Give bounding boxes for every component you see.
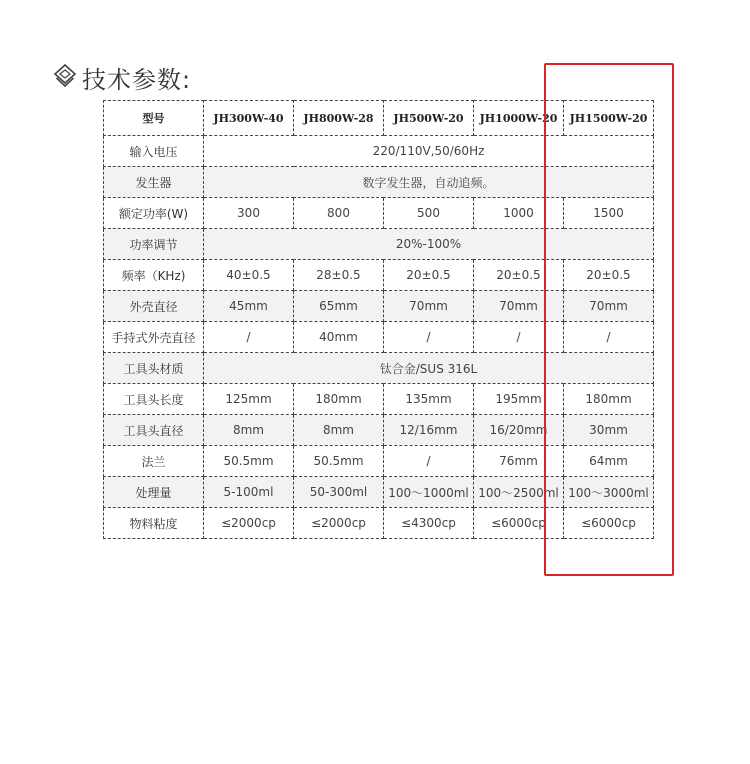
value-cell: 12/16mm	[384, 415, 474, 446]
value-cell: 64mm	[564, 446, 654, 477]
row-label: 外壳直径	[104, 291, 204, 322]
value-cell: 195mm	[474, 384, 564, 415]
value-cell: /	[474, 322, 564, 353]
row-label: 工具头材质	[104, 353, 204, 384]
value-cell: 180mm	[294, 384, 384, 415]
value-cell: 20±0.5	[474, 260, 564, 291]
model-header: JH300W-40	[204, 101, 294, 136]
value-cell: 40mm	[294, 322, 384, 353]
value-cell: /	[564, 322, 654, 353]
value-cell: 76mm	[474, 446, 564, 477]
row-label: 处理量	[104, 477, 204, 508]
value-cell: 500	[384, 198, 474, 229]
value-cell: 45mm	[204, 291, 294, 322]
row-label: 工具头长度	[104, 384, 204, 415]
merged-cell: 20%-100%	[204, 229, 654, 260]
row-label: 输入电压	[104, 136, 204, 167]
value-cell: 100～3000ml	[564, 477, 654, 508]
model-header: JH800W-28	[294, 101, 384, 136]
model-header: JH500W-20	[384, 101, 474, 136]
stacked-diamond-icon	[52, 62, 78, 92]
model-header: JH1000W-20	[474, 101, 564, 136]
value-cell: ≤2000cp	[294, 508, 384, 539]
row-label: 额定功率(W)	[104, 198, 204, 229]
value-cell: 40±0.5	[204, 260, 294, 291]
value-cell: 125mm	[204, 384, 294, 415]
section-title: 技术参数:	[82, 65, 192, 94]
value-cell: 50.5mm	[294, 446, 384, 477]
merged-cell: 数字发生器，自动追频。	[204, 167, 654, 198]
value-cell: 5-100ml	[204, 477, 294, 508]
value-cell: 70mm	[474, 291, 564, 322]
value-cell: 50-300ml	[294, 477, 384, 508]
row-label: 频率（KHz)	[104, 260, 204, 291]
value-cell: 30mm	[564, 415, 654, 446]
merged-cell: 220/110V,50/60Hz	[204, 136, 654, 167]
row-label: 手持式外壳直径	[104, 322, 204, 353]
value-cell: ≤6000cp	[564, 508, 654, 539]
row-label: 工具头直径	[104, 415, 204, 446]
value-cell: 50.5mm	[204, 446, 294, 477]
value-cell: ≤2000cp	[204, 508, 294, 539]
value-cell: /	[384, 322, 474, 353]
row-label: 法兰	[104, 446, 204, 477]
value-cell: 100～2500ml	[474, 477, 564, 508]
value-cell: 1500	[564, 198, 654, 229]
value-cell: 1000	[474, 198, 564, 229]
value-cell: ≤6000cp	[474, 508, 564, 539]
section-heading	[52, 60, 191, 94]
value-cell: 180mm	[564, 384, 654, 415]
value-cell: 70mm	[564, 291, 654, 322]
header-label: 型号	[104, 101, 204, 136]
value-cell: 8mm	[204, 415, 294, 446]
value-cell: 800	[294, 198, 384, 229]
value-cell: /	[384, 446, 474, 477]
value-cell: 100～1000ml	[384, 477, 474, 508]
row-label: 发生器	[104, 167, 204, 198]
value-cell: 8mm	[294, 415, 384, 446]
value-cell: /	[204, 322, 294, 353]
value-cell: 70mm	[384, 291, 474, 322]
row-label: 物料粘度	[104, 508, 204, 539]
highlight-box	[544, 63, 674, 576]
value-cell: 28±0.5	[294, 260, 384, 291]
value-cell: 300	[204, 198, 294, 229]
value-cell: 135mm	[384, 384, 474, 415]
value-cell: 65mm	[294, 291, 384, 322]
value-cell: 16/20mm	[474, 415, 564, 446]
value-cell: 20±0.5	[384, 260, 474, 291]
model-header: JH1500W-20	[564, 101, 654, 136]
value-cell: 20±0.5	[564, 260, 654, 291]
row-label: 功率调节	[104, 229, 204, 260]
value-cell: ≤4300cp	[384, 508, 474, 539]
merged-cell: 钛合金/SUS 316L	[204, 353, 654, 384]
